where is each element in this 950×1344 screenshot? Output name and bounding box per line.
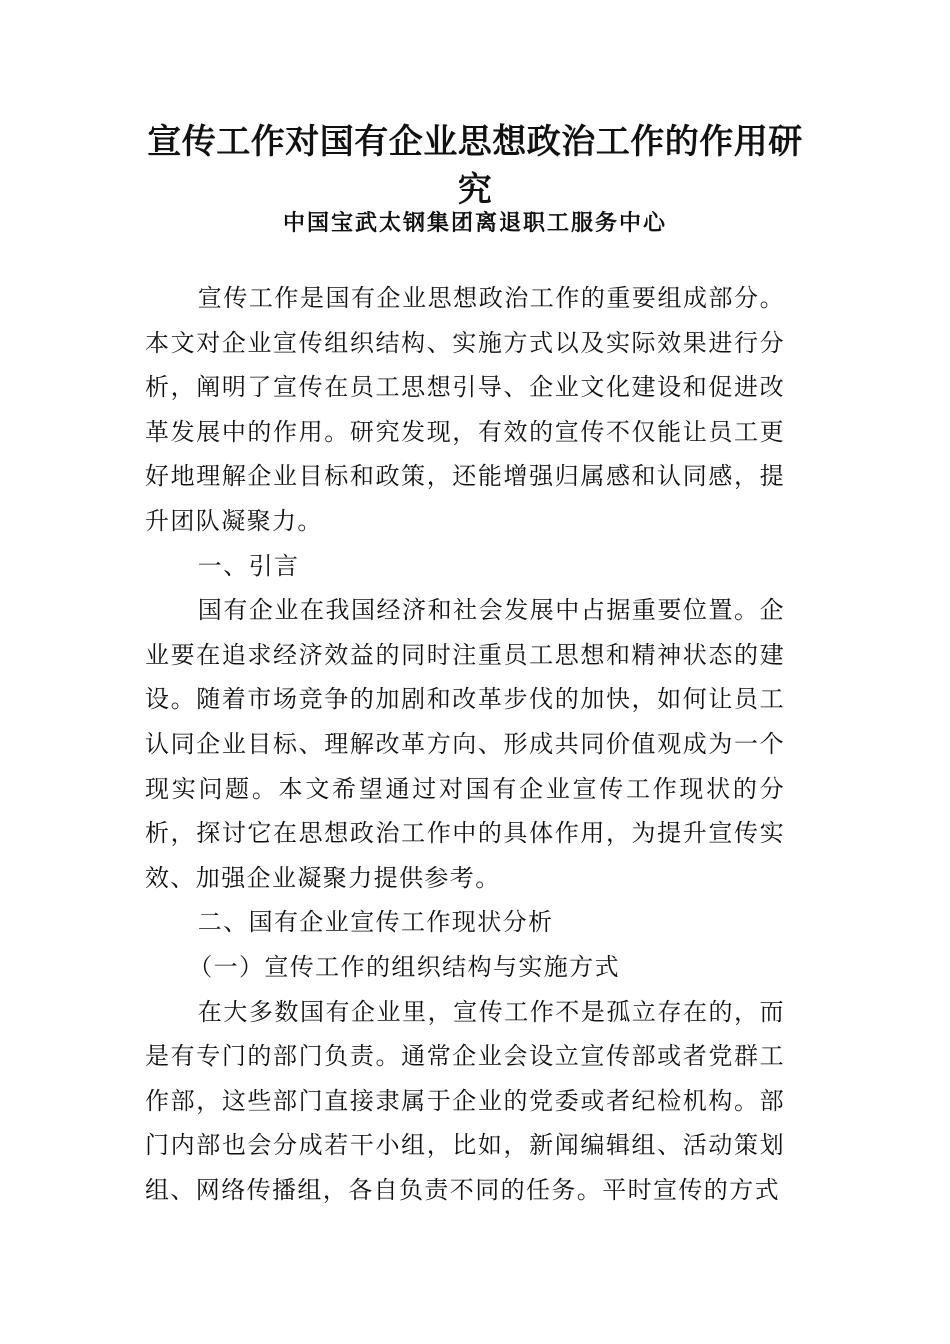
section-heading-introduction: 一、引言 (197, 551, 300, 580)
organization-paragraph: 在大多数国有企业里，宣传工作不是孤立存在的，而是有专门的部门负责。通常企业会设立宣传部或者党群工作部，这些部门直接隶属于企业的党委或者纪检机构。部门内部也会分成若干小组，比如，新闻编辑组、活动策划组、网络传播组，各自负责不同的任务。平时宣传的方式 (145, 997, 785, 1204)
introduction-paragraph: 国有企业在我国经济和社会发展中占据重要位置。企业要在追求经济效益的同时注重员工思想和精神状态的建设。随着市场竞争的加剧和改革步伐的加快，如何让员工认同企业目标、理解改革方向、形成共同价值观成为一个现实问题。本文希望通过对国有企业宣传工作现状的分析，探讨它在思想政治工作中的具体作用，为提升宣传实效、加强企业凝聚力提供参考。 (145, 596, 785, 892)
section-heading-status-analysis: 二、国有企业宣传工作现状分析 (197, 908, 554, 937)
abstract-paragraph: 宣传工作是国有企业思想政治工作的重要组成部分。本文对企业宣传组织结构、实施方式以及实际效果进行分析，阐明了宣传在员工思想引导、企业文化建设和促进改革发展中的作用。研究发现，有效的宣传不仅能让员工更好地理解企业目标和政策，还能增强归属感和认同感，提升团队凝聚力。 (145, 284, 785, 535)
document-author: 中国宝武太钢集团离退职工服务中心 (282, 210, 667, 236)
document-title: 宣传工作对国有企业思想政治工作的作用研究 (147, 122, 803, 210)
document-body (145, 276, 785, 1212)
subsection-heading-organization: （一）宣传工作的组织结构与实施方式 (188, 952, 620, 981)
